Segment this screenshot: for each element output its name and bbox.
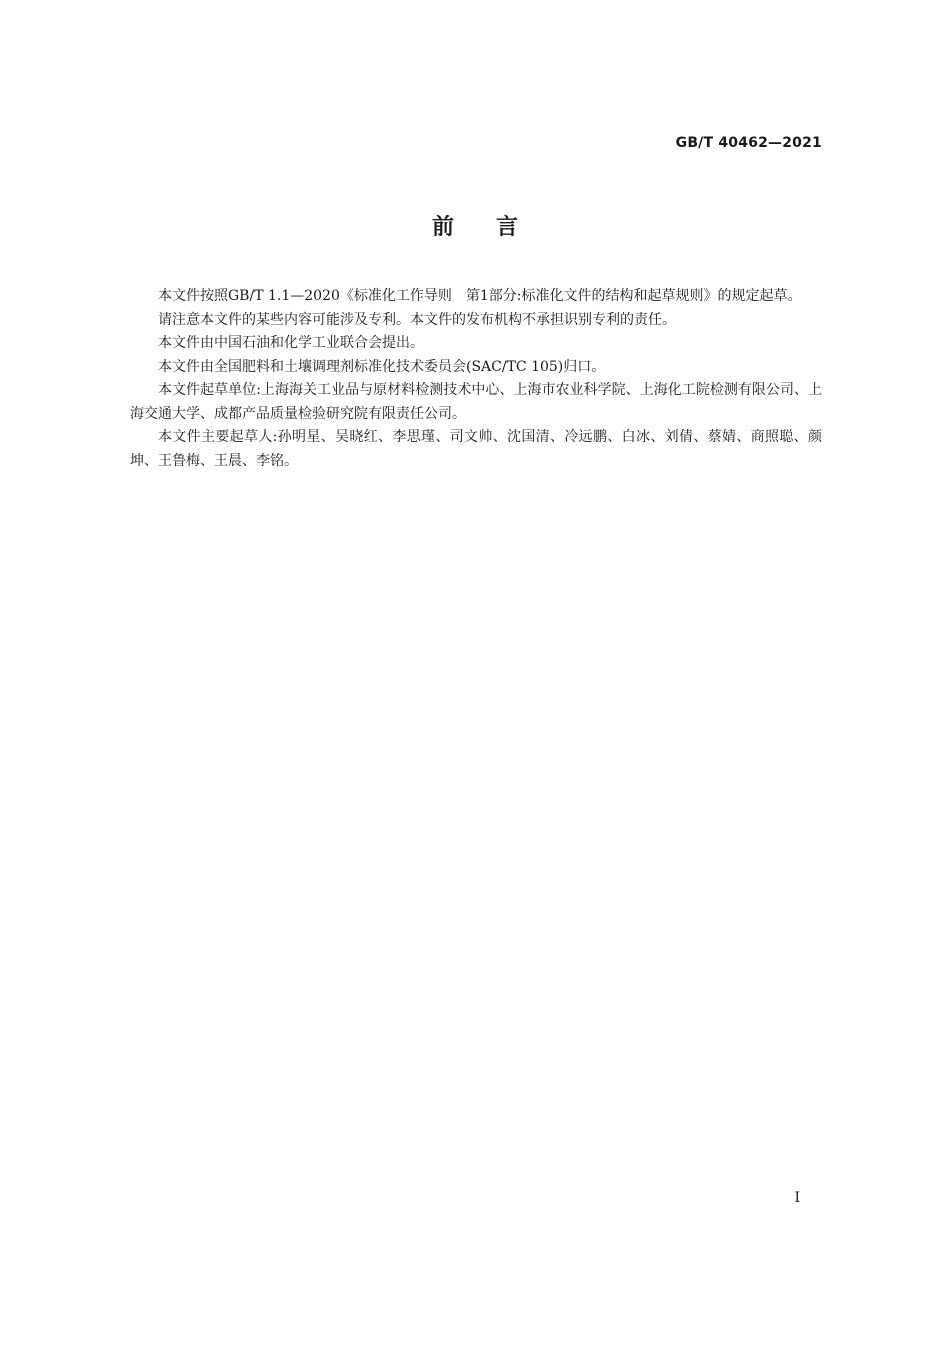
foreword-title: 前言	[431, 215, 560, 240]
paragraph-centralized-unit: 本文件由全国肥料和土壤调理剂标准化技术委员会(SAC/TC 105)归口。	[158, 358, 606, 375]
foreword-body	[130, 285, 822, 473]
paragraph-proposer: 本文件由中国石油和化学工业联合会提出。	[158, 335, 424, 351]
paragraph-patent-notice: 请注意本文件的某些内容可能涉及专利。本文件的发布机构不承担识别专利的责任。	[158, 311, 676, 328]
paragraph-main-drafters: 本文件主要起草人:孙明星、吴晓红、李思瑾、司文帅、沈国清、冷远鹏、白冰、刘倩、蔡婧、商照聪、颜坤、王鲁梅、王晨、李铭。	[130, 429, 822, 469]
paragraph-drafting-organizations: 本文件起草单位:上海海关工业品与原材料检测技术中心、上海市农业科学院、上海化工院检测有限公司、上海交通大学、成都产品质量检验研究院有限责任公司。	[130, 382, 822, 422]
paragraph-drafting-rules: 本文件按照GB/T 1.1—2020《标准化工作导则 第1部分:标准化文件的结构和起草规则》的规定起草。	[158, 288, 802, 304]
standard-number: GB/T 40462—2021	[675, 135, 822, 151]
page-number: I	[794, 1190, 800, 1206]
